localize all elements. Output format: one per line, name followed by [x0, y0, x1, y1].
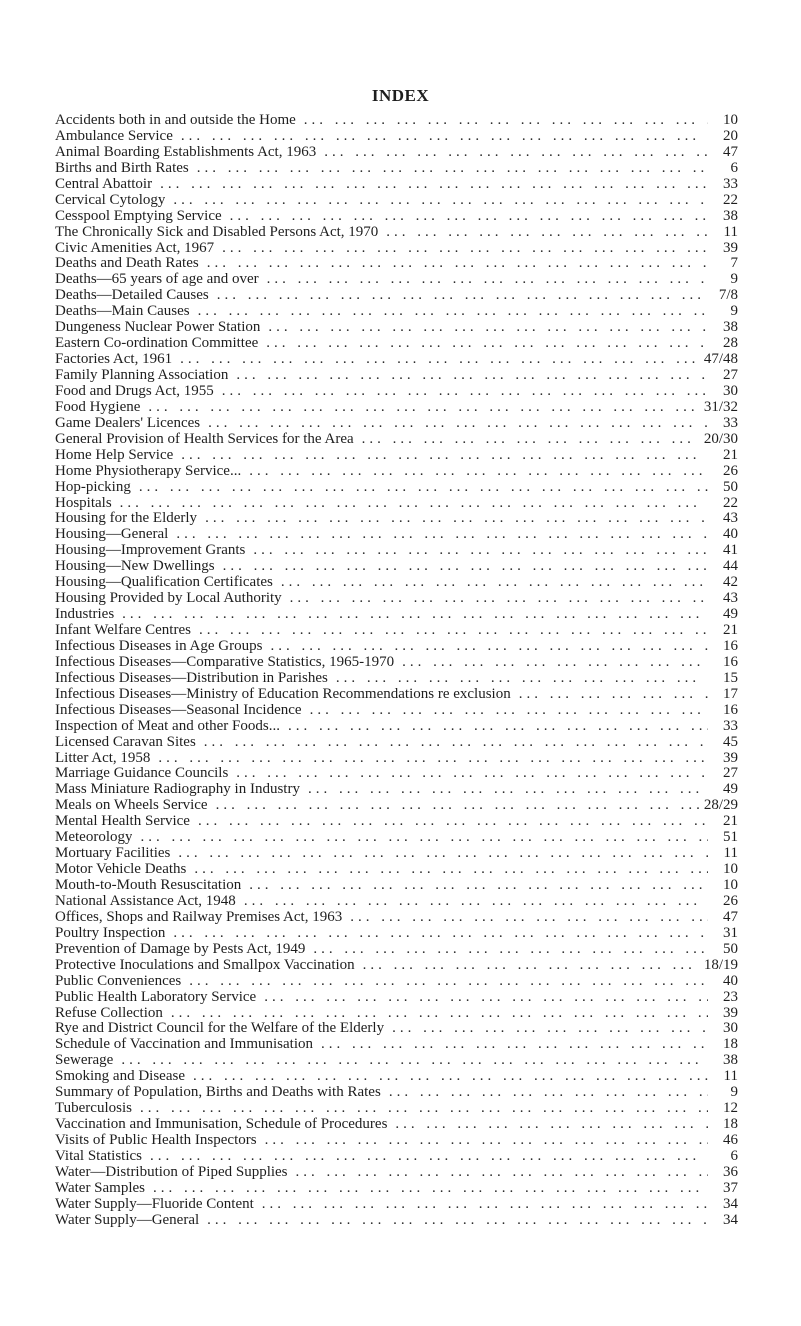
- index-entry-page: 6: [730, 1147, 738, 1164]
- index-entry-text: Tuberculosis: [55, 1101, 132, 1117]
- index-entry-text: Schedule of Vaccination and Immunisation: [55, 1037, 313, 1053]
- index-entry-page: 34: [723, 1211, 738, 1228]
- index-entry-text: The Chronically Sick and Disabled Persons Act, 1970: [55, 224, 379, 240]
- index-entry-text: Infectious Diseases—Comparative Statistics, 1965-1970: [55, 654, 395, 670]
- dot-leader: [207, 256, 708, 272]
- index-entry-page: 43: [723, 590, 738, 607]
- index-entry: [55, 288, 738, 304]
- index-entry-text: Sewerage: [55, 1053, 114, 1069]
- dot-leader: [198, 304, 708, 320]
- index-entry-text: Water—Distribution of Piped Supplies: [55, 1164, 288, 1180]
- index-entry-text: Visits of Public Health Inspectors: [55, 1133, 257, 1148]
- dot-leader: [324, 145, 708, 161]
- index-entry-text: Refuse Collection: [55, 1005, 163, 1021]
- index-entry-page: 28: [723, 335, 738, 352]
- index-entry: [55, 432, 738, 448]
- dot-leader: [150, 1149, 708, 1165]
- index-entry-text: Factories Act, 1961: [55, 352, 173, 368]
- index-entry-page: 12: [723, 1100, 738, 1117]
- index-entry: [55, 1149, 738, 1165]
- index-entry-page: 33: [723, 414, 738, 431]
- index-entry: [55, 703, 738, 719]
- dot-leader: [120, 496, 708, 512]
- index-entry-page: 38: [723, 1052, 738, 1069]
- dot-leader: [181, 129, 708, 145]
- index-entry: [55, 1213, 738, 1229]
- index-entry-text: Licensed Caravan Sites: [55, 734, 196, 750]
- dot-leader: [208, 416, 708, 432]
- index-entry-text: Housing Provided by Local Authority: [55, 591, 282, 607]
- dot-leader: [140, 830, 708, 846]
- dot-leader: [205, 511, 708, 527]
- dot-leader: [222, 241, 708, 257]
- dot-leader: [249, 878, 708, 894]
- index-entry: [55, 1053, 738, 1069]
- dot-leader: [198, 814, 708, 830]
- index-entry: [55, 1006, 738, 1022]
- index-entry: [55, 591, 738, 607]
- index-entry-page: 9: [730, 303, 738, 320]
- index-list: [55, 113, 738, 1229]
- index-entry: [55, 846, 738, 862]
- index-entry: [55, 990, 738, 1006]
- index-entry: [55, 400, 738, 416]
- dot-leader: [267, 272, 708, 288]
- dot-leader: [288, 719, 708, 735]
- index-entry: [55, 193, 738, 209]
- index-entry-page: 33: [723, 717, 738, 734]
- dot-leader: [264, 990, 708, 1006]
- index-entry-page: 6: [730, 159, 738, 176]
- index-entry-text: Cesspool Emptying Service: [55, 208, 222, 224]
- index-entry: [55, 527, 738, 543]
- index-entry-text: Meteorology: [55, 830, 133, 846]
- index-entry-text: Civic Amenities Act, 1967: [55, 240, 215, 256]
- index-entry-page: 9: [730, 271, 738, 288]
- dot-leader: [350, 910, 708, 926]
- index-entry-page: 9: [730, 1084, 738, 1101]
- index-entry: [55, 1181, 738, 1197]
- index-entry: [55, 862, 738, 878]
- dot-leader: [244, 894, 708, 910]
- index-entry-page: 23: [723, 988, 738, 1005]
- index-entry-page: 17: [723, 685, 738, 702]
- index-entry-text: Infectious Diseases—Seasonal Incidence: [55, 702, 302, 718]
- index-entry: [55, 1069, 738, 1085]
- index-entry-text: Deaths—65 years of age and over: [55, 272, 259, 288]
- index-entry-text: Public Health Laboratory Service: [55, 989, 257, 1005]
- index-entry-page: 20/30: [703, 430, 738, 447]
- index-entry-text: Mental Health Service: [55, 814, 190, 830]
- dot-leader: [160, 177, 708, 193]
- index-entry-text: Smoking and Disease: [55, 1069, 185, 1085]
- index-entry: [55, 464, 738, 480]
- dot-leader: [386, 225, 708, 241]
- dot-leader: [216, 798, 700, 814]
- index-entry-text: Public Conveniences: [55, 973, 182, 989]
- index-entry: [55, 320, 738, 336]
- dot-leader: [362, 432, 700, 448]
- index-entry-page: 47/48: [703, 351, 738, 368]
- dot-leader: [281, 575, 708, 591]
- index-entry: [55, 448, 738, 464]
- index-entry: [55, 209, 738, 225]
- index-entry: [55, 1101, 738, 1117]
- dot-leader: [171, 1006, 708, 1022]
- index-entry-text: Offices, Shops and Railway Premises Act, 1963: [55, 909, 343, 925]
- index-entry: [55, 496, 738, 512]
- index-entry-page: 43: [723, 510, 738, 527]
- dot-leader: [176, 527, 708, 543]
- index-entry: [55, 974, 738, 990]
- index-entry-text: Housing for the Elderly: [55, 511, 198, 527]
- index-entry: [55, 161, 738, 177]
- index-entry-text: Housing—General: [55, 527, 169, 543]
- dot-leader: [402, 655, 708, 671]
- index-entry-page: 27: [723, 765, 738, 782]
- index-entry: [55, 272, 738, 288]
- index-entry: [55, 145, 738, 161]
- index-entry: [55, 416, 738, 432]
- index-entry-page: 36: [723, 1163, 738, 1180]
- index-entry-text: Mass Miniature Radiography in Industry: [55, 782, 300, 798]
- index-entry: [55, 655, 738, 671]
- index-entry-page: 7/8: [718, 287, 738, 304]
- dot-leader: [296, 1165, 708, 1181]
- index-entry-text: Housing—Qualification Certificates: [55, 575, 273, 591]
- index-entry: [55, 894, 738, 910]
- index-entry-page: 21: [723, 813, 738, 830]
- index-entry: [55, 368, 738, 384]
- index-entry-page: 18: [723, 1116, 738, 1133]
- index-entry: [55, 304, 738, 320]
- index-entry-text: Inspection of Meat and other Foods...: [55, 718, 280, 734]
- index-entry-page: 40: [723, 526, 738, 543]
- index-entry-page: 41: [723, 542, 738, 559]
- index-entry: [55, 511, 738, 527]
- dot-leader: [265, 1133, 708, 1149]
- dot-leader: [204, 735, 708, 751]
- dot-leader: [313, 942, 708, 958]
- index-entry-text: Family Planning Association: [55, 368, 229, 383]
- index-entry-text: Mortuary Facilities: [55, 846, 171, 862]
- index-entry-page: 31/32: [703, 398, 738, 415]
- index-entry: [55, 623, 738, 639]
- index-entry-text: Hop-picking: [55, 479, 131, 495]
- index-entry-page: 33: [723, 175, 738, 192]
- index-entry-page: 34: [723, 1195, 738, 1212]
- index-entry: [55, 719, 738, 735]
- page-title: INDEX: [371, 86, 430, 105]
- dot-leader: [389, 1085, 708, 1101]
- index-entry: [55, 336, 738, 352]
- index-entry-text: Cervical Cytology: [55, 192, 166, 208]
- dot-leader: [266, 336, 708, 352]
- dot-leader: [262, 1197, 708, 1213]
- index-entry-page: 45: [723, 733, 738, 750]
- index-entry: [55, 1037, 738, 1053]
- index-entry-text: Home Physiotherapy Service...: [55, 463, 242, 479]
- dot-leader: [153, 1181, 708, 1197]
- dot-leader: [139, 480, 708, 496]
- index-entry-text: Accidents both in and outside the Home: [55, 113, 296, 128]
- dot-leader: [249, 464, 708, 480]
- dot-leader: [290, 591, 708, 607]
- index-entry-page: 16: [723, 653, 738, 670]
- index-entry-text: Deaths and Death Rates: [55, 256, 199, 272]
- index-entry-page: 28/29: [703, 797, 738, 814]
- index-entry: [55, 1021, 738, 1037]
- dot-leader: [193, 1069, 708, 1085]
- index-entry-text: Animal Boarding Establishments Act, 1963: [55, 144, 317, 160]
- index-entry-text: Water Supply—General: [55, 1212, 200, 1228]
- index-entry-page: 18/19: [703, 956, 738, 973]
- index-entry-text: Deaths—Detailed Causes: [55, 288, 209, 304]
- dot-leader: [140, 1101, 708, 1117]
- index-entry-text: Summary of Population, Births and Deaths with Rates: [55, 1085, 381, 1101]
- index-entry-page: 37: [723, 1179, 738, 1196]
- index-entry-text: National Assistance Act, 1948: [55, 893, 236, 909]
- index-entry-text: Food Hygiene: [55, 399, 141, 415]
- index-entry-page: 10: [723, 877, 738, 893]
- index-entry: [55, 1085, 738, 1101]
- index-entry: [55, 480, 738, 496]
- index-entry-text: Rye and District Council for the Welfare of the Elderly: [55, 1021, 385, 1037]
- dot-leader: [173, 193, 708, 209]
- index-entry-page: 44: [723, 558, 738, 575]
- index-entry-page: 39: [723, 749, 738, 766]
- index-entry: [55, 1165, 738, 1181]
- dot-leader: [173, 926, 708, 942]
- index-entry-text: Marriage Guidance Councils: [55, 766, 229, 782]
- dot-leader: [207, 1213, 708, 1229]
- index-entry: [55, 607, 738, 623]
- dot-leader: [189, 974, 708, 990]
- dot-leader: [363, 958, 700, 974]
- dot-leader: [148, 400, 699, 416]
- index-entry: [55, 177, 738, 193]
- index-entry: [55, 782, 738, 798]
- index-entry: [55, 575, 738, 591]
- index-entry-page: 18: [723, 1036, 738, 1053]
- dot-leader: [122, 607, 708, 623]
- index-entry-text: Housing—New Dwellings: [55, 559, 215, 575]
- index-entry-page: 30: [723, 382, 738, 399]
- index-entry-text: Industries: [55, 607, 115, 623]
- index-entry-page: 21: [723, 446, 738, 463]
- index-entry: [55, 352, 738, 368]
- dot-leader: [158, 751, 708, 767]
- dot-leader: [217, 288, 708, 304]
- dot-leader: [197, 161, 708, 177]
- dot-leader: [236, 368, 708, 384]
- index-entry: [55, 766, 738, 782]
- dot-leader: [308, 782, 708, 798]
- index-entry-page: 42: [723, 574, 738, 591]
- index-entry-text: Water Samples: [55, 1180, 146, 1196]
- index-entry-page: 46: [723, 1132, 738, 1148]
- dot-leader: [181, 448, 708, 464]
- index-entry: [55, 814, 738, 830]
- index-entry: [55, 639, 738, 655]
- dot-leader: [336, 671, 708, 687]
- dot-leader: [395, 1117, 708, 1133]
- index-entry-page: 50: [723, 478, 738, 495]
- index-entry-page: 20: [723, 127, 738, 144]
- index-entry-text: Home Help Service: [55, 447, 174, 463]
- index-entry-page: 11: [723, 223, 738, 240]
- index-entry-page: 40: [723, 972, 738, 989]
- index-entry-text: Births and Birth Rates: [55, 160, 189, 176]
- dot-leader: [236, 766, 708, 782]
- index-entry-text: Protective Inoculations and Smallpox Vaccination: [55, 957, 355, 973]
- index-entry-page: 47: [723, 908, 738, 925]
- index-entry: [55, 543, 738, 559]
- index-entry-page: 10: [723, 112, 738, 128]
- index-entry: [55, 910, 738, 926]
- index-entry: [55, 830, 738, 846]
- index-entry: [55, 926, 738, 942]
- index-entry-text: Eastern Co-ordination Committee: [55, 336, 259, 352]
- index-entry: [55, 671, 738, 687]
- index-entry-page: 50: [723, 940, 738, 957]
- index-entry-page: 10: [723, 861, 738, 878]
- index-entry-text: Prevention of Damage by Pests Act, 1949: [55, 941, 306, 957]
- dot-leader: [304, 113, 708, 129]
- index-entry-page: 26: [723, 462, 738, 479]
- index-entry-text: Food and Drugs Act, 1955: [55, 383, 214, 399]
- index-entry-page: 49: [723, 781, 738, 798]
- dot-leader: [392, 1021, 708, 1037]
- index-entry-page: 16: [723, 637, 738, 654]
- dot-leader: [178, 846, 708, 862]
- index-entry: [55, 1197, 738, 1213]
- index-entry-page: 21: [723, 622, 738, 638]
- index-entry: [55, 225, 738, 241]
- index-entry-text: Deaths—Main Causes: [55, 304, 190, 320]
- index-entry: [55, 878, 738, 894]
- index-entry: [55, 942, 738, 958]
- index-entry-text: Meals on Wheels Service: [55, 798, 208, 814]
- index-entry-text: General Provision of Health Services for the Area: [55, 431, 354, 447]
- dot-leader: [199, 623, 708, 639]
- index-entry-page: 11: [723, 1068, 738, 1085]
- dot-leader: [519, 687, 708, 703]
- index-entry-text: Ambulance Service: [55, 128, 173, 144]
- dot-leader: [253, 543, 708, 559]
- index-entry-text: Dungeness Nuclear Power Station: [55, 320, 261, 336]
- index-entry-page: 47: [723, 143, 738, 160]
- index-entry: [55, 751, 738, 767]
- dot-leader: [321, 1037, 708, 1053]
- index-entry-text: Infectious Diseases—Ministry of Education Recommendations re exclusion: [55, 686, 511, 702]
- index-entry-text: Litter Act, 1958: [55, 750, 151, 766]
- index-entry-page: 22: [723, 494, 738, 511]
- index-entry-page: 16: [723, 701, 738, 718]
- index-entry-text: Motor Vehicle Deaths: [55, 862, 187, 878]
- index-entry: [55, 559, 738, 575]
- index-entry-text: Vaccination and Immunisation, Schedule of Procedures: [55, 1117, 388, 1133]
- index-entry: [55, 1133, 738, 1149]
- index-entry: [55, 687, 738, 703]
- index-entry-text: Infectious Diseases in Age Groups: [55, 638, 263, 654]
- dot-leader: [222, 384, 708, 400]
- index-entry-page: 7: [730, 255, 738, 272]
- dot-leader: [223, 559, 708, 575]
- index-entry: [55, 129, 738, 145]
- dot-leader: [310, 703, 708, 719]
- index-entry-page: 30: [723, 1020, 738, 1037]
- index-entry-text: Mouth-to-Mouth Resuscitation: [55, 878, 242, 893]
- index-entry-page: 31: [723, 924, 738, 941]
- index-entry-text: Central Abattoir: [55, 176, 153, 192]
- index-entry-text: Hospitals: [55, 495, 112, 511]
- dot-leader: [230, 209, 708, 225]
- index-entry-text: Vital Statistics: [55, 1148, 143, 1164]
- index-entry-page: 38: [723, 319, 738, 336]
- index-entry-page: 11: [723, 845, 738, 862]
- index-entry-page: 39: [723, 239, 738, 256]
- index-entry: [55, 241, 738, 257]
- index-entry: [55, 798, 738, 814]
- index-entry-text: Housing—Improvement Grants: [55, 543, 246, 559]
- dot-leader: [180, 352, 700, 368]
- index-entry-page: 27: [723, 367, 738, 383]
- dot-leader: [268, 320, 708, 336]
- index-entry-text: Water Supply—Fluoride Content: [55, 1196, 254, 1212]
- dot-leader: [194, 862, 708, 878]
- index-entry-page: 39: [723, 1004, 738, 1021]
- index-entry-page: 51: [723, 829, 738, 846]
- index-entry: [55, 384, 738, 400]
- index-entry-text: Game Dealers' Licences: [55, 415, 201, 431]
- index-entry: [55, 1117, 738, 1133]
- index-entry-text: Infectious Diseases—Distribution in Parishes: [55, 670, 328, 686]
- dot-leader: [270, 639, 708, 655]
- index-entry-text: Infant Welfare Centres: [55, 623, 191, 638]
- index-entry-page: 26: [723, 892, 738, 909]
- index-entry-page: 22: [723, 191, 738, 208]
- dot-leader: [121, 1053, 708, 1069]
- index-entry-page: 38: [723, 207, 738, 224]
- index-entry-text: Poultry Inspection: [55, 925, 166, 941]
- index-entry-page: 15: [723, 669, 738, 686]
- index-entry: [55, 113, 738, 129]
- index-entry: [55, 256, 738, 272]
- index-entry-page: 49: [723, 606, 738, 623]
- index-entry: [55, 958, 738, 974]
- index-entry: [55, 735, 738, 751]
